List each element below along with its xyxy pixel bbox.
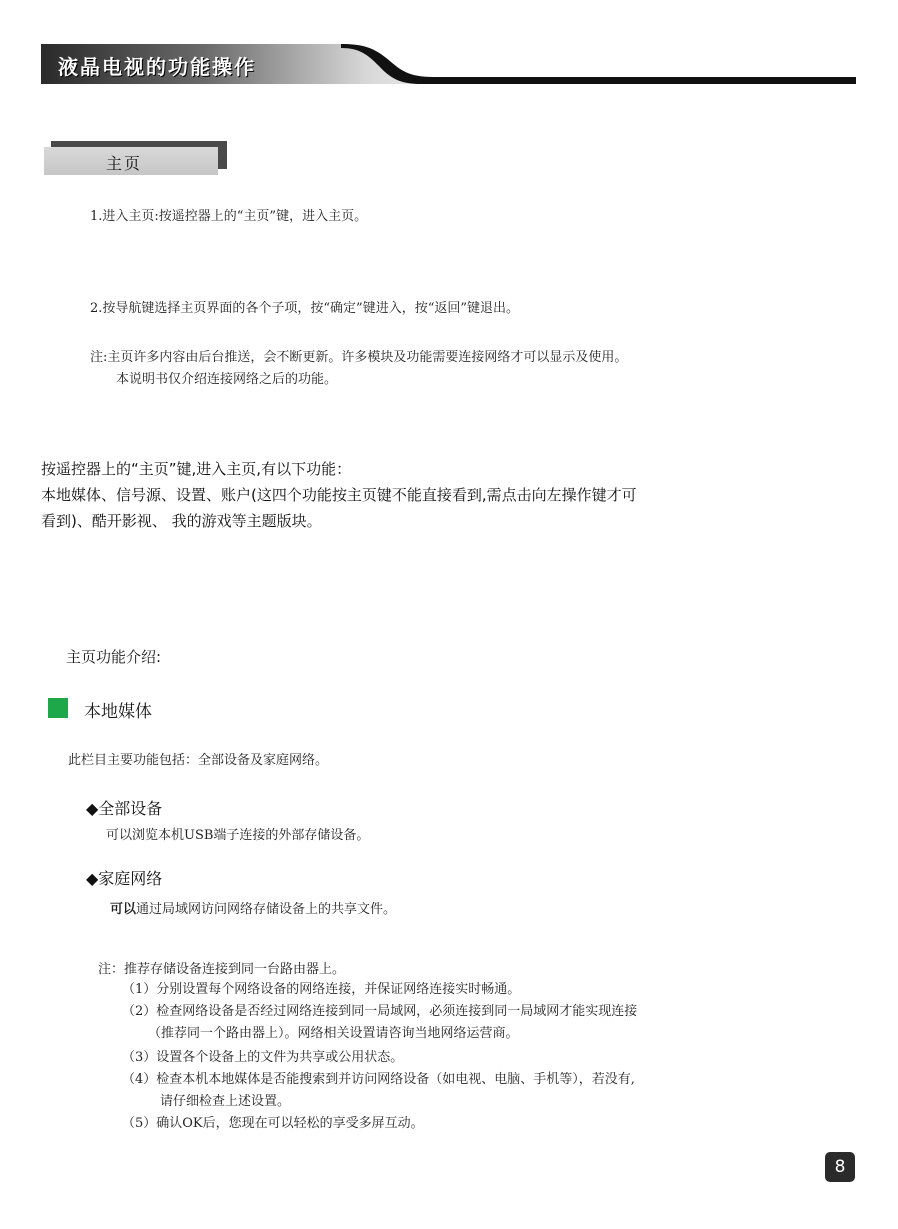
features-heading: 主页功能介绍: (66, 648, 162, 666)
notes-heading: 注：推荐存储设备连接到同一台路由器上。 (98, 962, 346, 977)
note-item-4: （4）检查本机本地媒体是否能搜索到并访问网络设备（如电视、电脑、手机等），若没有, (122, 1072, 635, 1087)
note-item-1: （1）分别设置每个网络设备的网络连接，并保证网络连接实时畅通。 (122, 982, 521, 997)
local-media-desc: 此栏目主要功能包括：全部设备及家庭网络。 (68, 753, 329, 768)
home-network-desc (110, 898, 396, 917)
step-2: 2.按导航键选择主页界面的各个子项，按“确定”键进入，按“返回”键退出。 (90, 301, 519, 316)
home-network-desc-bold: 可以 (110, 902, 137, 917)
home-network-title: ◆家庭网络 (86, 869, 163, 888)
header-title: 液晶电视的功能操作 (58, 55, 256, 79)
note-item-5: （5）确认OK后，您现在可以轻松的享受多屏互动。 (122, 1116, 424, 1131)
local-media-title: 本地媒体 (84, 702, 152, 722)
intro-line-3: 看到)、酷开影视、 我的游戏等主题版块。 (41, 512, 322, 530)
step-1: 1.进入主页:按遥控器上的“主页”键，进入主页。 (90, 209, 368, 224)
note-line-1: 注:主页许多内容由后台推送，会不断更新。许多模块及功能需要连接网络才可以显示及使用。 (90, 350, 628, 365)
section-tab-label: 主页 (106, 154, 143, 173)
note-item-3: （3）设置各个设备上的文件为共享或公用状态。 (122, 1050, 404, 1065)
all-devices-title: ◆全部设备 (86, 799, 163, 818)
home-network-desc-rest: 通过局域网访问网络存储设备上的共享文件。 (136, 902, 397, 917)
note-item-4-cont: 请仔细检查上述设置。 (160, 1094, 291, 1109)
all-devices-desc: 可以浏览本机USB端子连接的外部存储设备。 (106, 828, 370, 843)
section-bullet-icon (48, 698, 68, 718)
note-item-2-cont: （推荐同一个路由器上）。网络相关设置请咨询当地网络运营商。 (148, 1026, 519, 1041)
intro-line-2: 本地媒体、信号源、设置、账户(这四个功能按主页键不能直接看到,需点击向左操作键才可 (41, 486, 637, 504)
note-line-2: 本说明书仅介绍连接网络之后的功能。 (116, 372, 338, 387)
intro-line-1: 按遥控器上的“主页”键,进入主页,有以下功能： (41, 460, 352, 478)
page-number: 8 (825, 1152, 855, 1182)
note-item-2: （2）检查网络设备是否经过网络连接到同一局域网，必须连接到同一局域网才能实现连接 (122, 1004, 638, 1019)
